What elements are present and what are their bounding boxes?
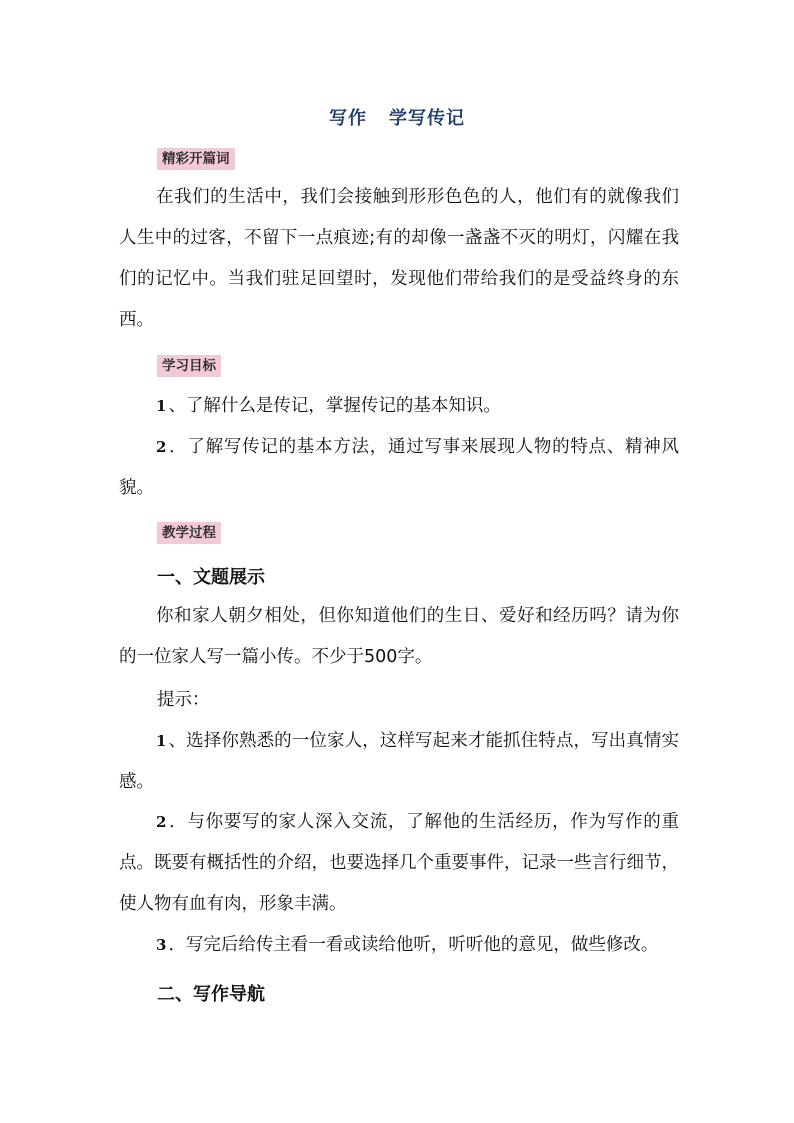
title-part-2: 学写传记 xyxy=(389,108,465,129)
goal-2 xyxy=(119,427,679,509)
intro-text: 在我们的生活中，我们会接触到形形色色的人，他们有的就像我们人生中的过客，不留下一点痕迹;有的却像一盏盏不灭的明灯，闪耀在我们的记忆中。当我们驻足回望时，发现他们带给我们的是受益终身的东西。 xyxy=(119,187,679,330)
title-part-1: 写作 xyxy=(329,108,367,129)
tip-2 xyxy=(119,802,679,925)
process-badge: 教学过程 xyxy=(157,522,221,544)
tip-2-text: ．与你要写的家人深入交流，了解他的生活经历，作为写作的重点。既要有概括性的介绍，也要选择几个重要事件，记录一些言行细节，使人物有血有肉，形象丰满。 xyxy=(119,812,679,914)
tip-1-number: 1 xyxy=(156,732,167,750)
section-heading-2: 二、写作导航 xyxy=(157,984,265,1005)
goal-1 xyxy=(119,386,679,427)
goal-2-number: 2 xyxy=(156,438,167,456)
goal-1-number: 1 xyxy=(156,397,167,415)
goal-2-text: ．了解写传记的基本方法，通过写事来展现人物的特点、精神风貌。 xyxy=(119,437,679,498)
tip-1-text: 、选择你熟悉的一位家人，这样写起来才能抓住特点，写出真情实感。 xyxy=(119,731,679,792)
tip-2-number: 2 xyxy=(156,813,167,831)
page-title xyxy=(0,104,794,130)
prompt-paragraph xyxy=(119,596,679,678)
intro-badge: 精彩开篇词 xyxy=(157,148,235,170)
tip-3-number: 3 xyxy=(156,936,167,954)
tip-3 xyxy=(119,925,679,966)
tip-1 xyxy=(119,721,679,803)
tip-3-text: ．写完后给传主看一看或读给他听，听听他的意见，做些修改。 xyxy=(168,935,659,955)
goals-badge: 学习目标 xyxy=(157,355,221,377)
section-heading-1: 一、文题展示 xyxy=(157,567,265,588)
tips-label: 提示： xyxy=(157,690,210,710)
prompt-text: 你和家人朝夕相处，但你知道他们的生日、爱好和经历吗？请为你的一位家人写一篇小传。不少于500字。 xyxy=(119,606,679,667)
goal-1-text: 、了解什么是传记，掌握传记的基本知识。 xyxy=(168,396,501,416)
intro-paragraph xyxy=(119,177,679,341)
